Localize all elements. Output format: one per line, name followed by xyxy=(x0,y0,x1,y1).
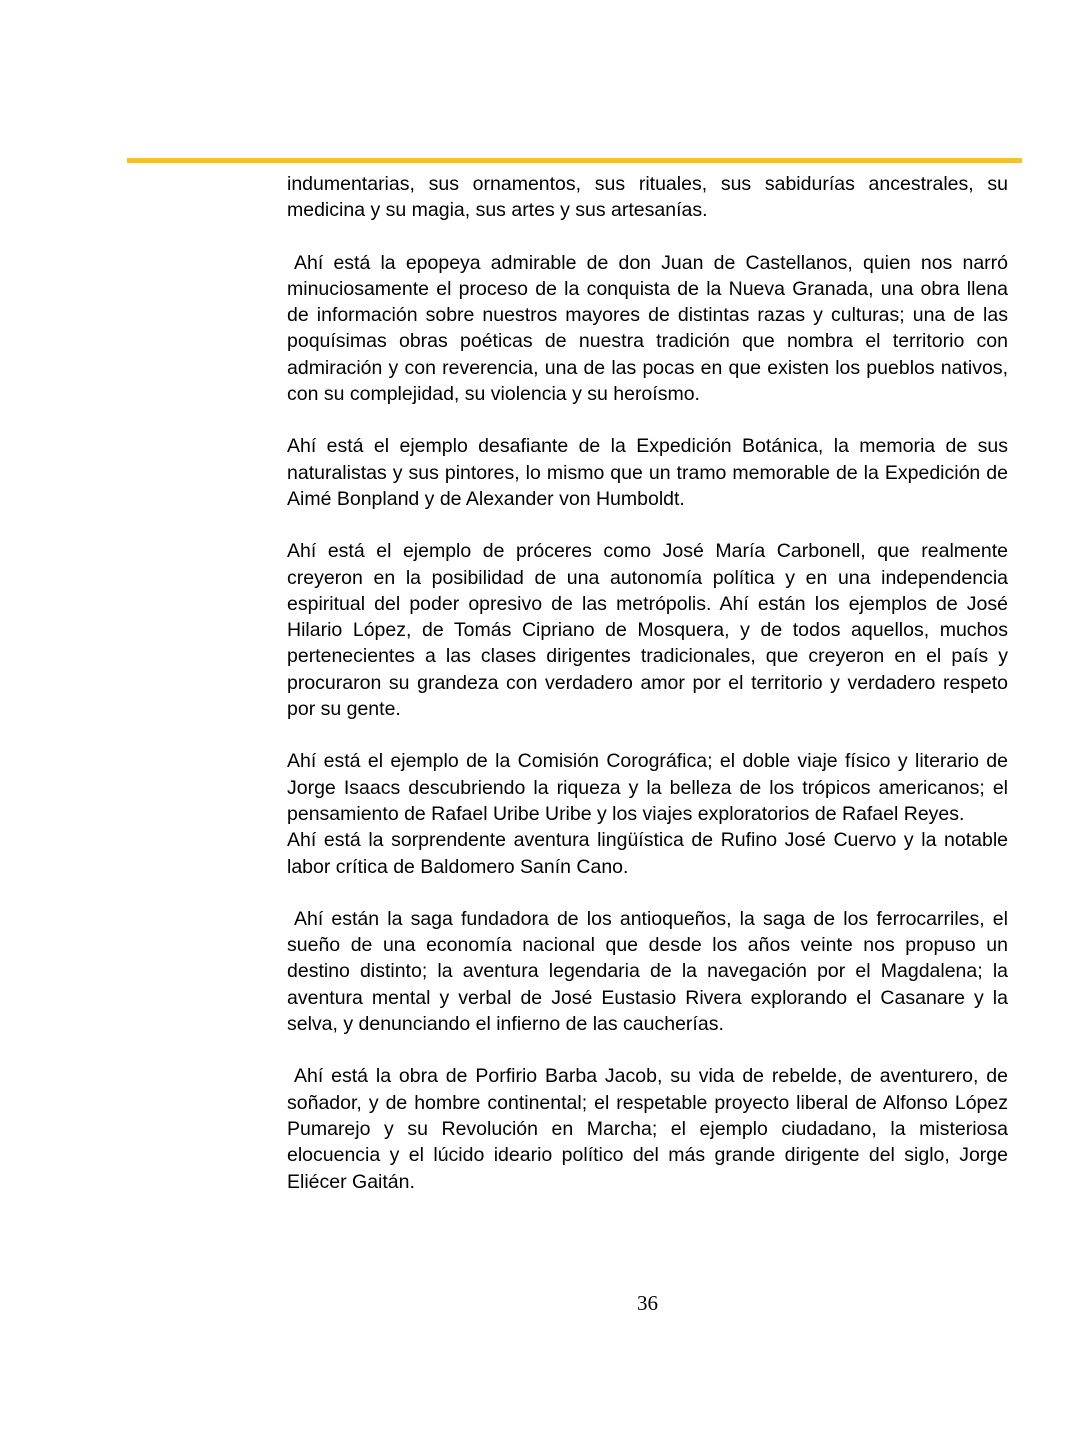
paragraph: Ahí está la obra de Porfirio Barba Jacob, su vida de rebelde, de aventurero, de soñador, y de hombre continental; el respetable proyecto liberal de Alfonso López Pumarejo y su Revolución en Marcha; el ejemplo ciudadano, la misteriosa elocuencia y el lúcido ideario político del más grande dirigente del siglo, Jorge Eliécer Gaitán. xyxy=(287,1065,1008,1193)
paragraph: Ahí está la epopeya admirable de don Juan de Castellanos, quien nos narró minuciosamente el proceso de la conquista de la Nueva Granada, una obra llena de información sobre nuestros mayores de distintas razas y culturas; una de las poquísimas obras poéticas de nuestra tradición que nombra el territorio con admiración y con reverencia, una de las pocas en que existen los pueblos nativos, con su complejidad, su violencia y su heroísmo. xyxy=(287,251,1008,406)
body-text-block xyxy=(287,171,1008,1221)
paragraph: Ahí están la saga fundadora de los antioqueños, la saga de los ferrocarriles, el sueño de una economía nacional que desde los años veinte nos propuso un destino distinto; la aventura legendaria de la navegación por el Magdalena; la aventura mental y verbal de José Eustasio Rivera explorando el Casanare y la selva, y denunciando el infierno de las caucherías. xyxy=(287,907,1008,1036)
paragraph: Ahí está el ejemplo de próceres como José María Carbonell, que realmente creyeron en la posibilidad de una autonomía política y en una independencia espiritual del poder opresivo de las metrópolis. Ahí están los ejemplos de José Hilario López, de Tomás Cipriano de Mosquera, y de todos aquellos, muchos pertenecientes a las clases dirigentes tradicionales, que creyeron en el país y procuraron su grandeza con verdadero amor por el territorio y verdadero respeto por su gente. xyxy=(287,540,1008,721)
paragraph: indumentarias, sus ornamentos, sus rituales, sus sabidurías ancestrales, su medicina y su magia, sus artes y sus artesanías. xyxy=(287,173,1008,222)
paragraph: Ahí está el ejemplo de la Comisión Corográfica; el doble viaje físico y literario de Jorge Isaacs descubriendo la riqueza y la belleza de los trópicos americanos; el pensamiento de Rafael Uribe Uribe y los viajes exploratorios de Rafael Reyes. xyxy=(287,750,1008,825)
page-number: 36 xyxy=(637,1291,658,1315)
paragraph: Ahí está el ejemplo desafiante de la Expedición Botánica, la memoria de sus naturalistas y sus pintores, lo mismo que un tramo memorable de la Expedición de Aimé Bonpland y de Alexander von Humboldt. xyxy=(287,435,1008,510)
paragraph: Ahí está la sorprendente aventura lingüística de Rufino José Cuervo y la notable labor crítica de Baldomero Sanín Cano. xyxy=(287,829,1008,878)
accent-rule xyxy=(127,158,1022,163)
